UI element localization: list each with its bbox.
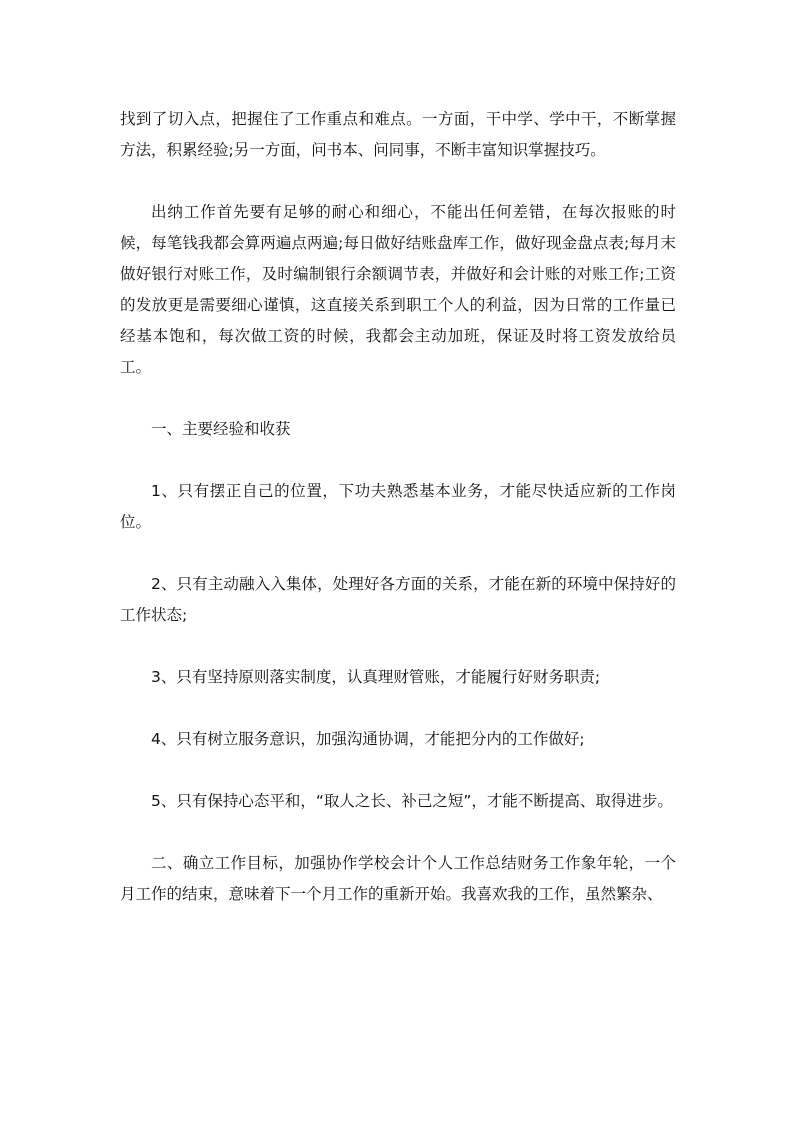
list-item-3: 3、只有坚持原则落实制度，认真理财管账，才能履行好财务职责; — [151, 668, 601, 686]
paragraph-continued: 找到了切入点，把握住了工作重点和难点。一方面，干中学、学中干，不断掌握方法，积累经验;另一方面，问书本、问同事，不断丰富知识掌握技巧。 — [120, 110, 676, 159]
list-item-2: 2、只有主动融入入集体，处理好各方面的关系，才能在新的环境中保持好的工作状态; — [120, 575, 676, 624]
paragraph-cashier-work: 出纳工作首先要有足够的耐心和细心，不能出任何差错，在每次报账的时候，每笔钱我都会算两遍点两遍;每日做好结账盘库工作，做好现金盘点表;每月末做好银行对账工作，及时编制银行余额调节表，并做好和会计账的对账工作;工资的发放更是需要细心谨慎，这直接关系到职工个人的利益，因为日常的工作量已经基本饱和，每次做工资的时候，我都会主动加班，保证及时将工资发放给员工。 — [120, 203, 676, 376]
list-item-1: 1、只有摆正自己的位置，下功夫熟悉基本业务，才能尽快适应新的工作岗位。 — [120, 482, 676, 531]
section-heading-experience: 一、主要经验和收获 — [151, 420, 291, 438]
document-body — [120, 104, 676, 941]
list-item-4: 4、只有树立服务意识，加强沟通协调，才能把分内的工作做好; — [151, 730, 585, 748]
section-heading-goals: 二、确立工作目标，加强协作学校会计个人工作总结财务工作象年轮，一个月工作的结束，意味着下一个月工作的重新开始。我喜欢我的工作，虽然繁杂、 — [120, 854, 676, 903]
list-item-5: 5、只有保持心态平和，“取人之长、补己之短”，才能不断提高、取得进步。 — [151, 792, 673, 810]
